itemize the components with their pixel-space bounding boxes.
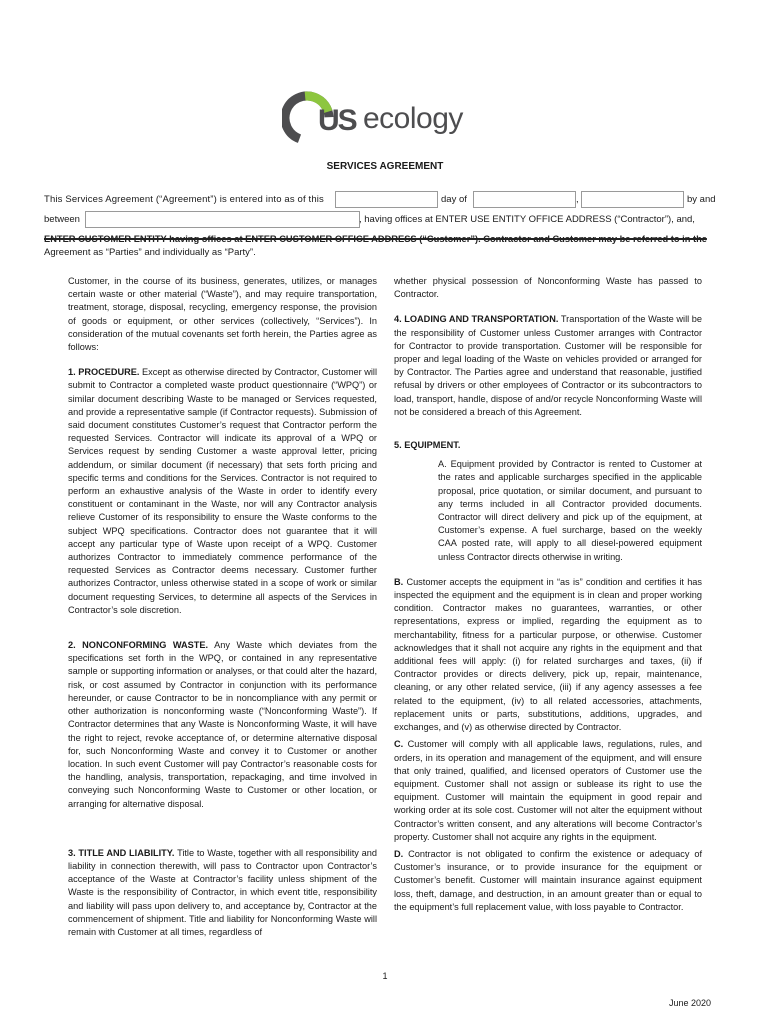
section-4 <box>394 313 702 419</box>
section-5d-body: Contractor is not obligated to confirm the existence or adequacy of Customer’s insurance, or to provide insurance for the equipment or Customer’s benefit. Customer will maintain insurance against equipment loss, theft, damage, and destruction, in an amount greater than or equal to the equipment’s full replacement value, with loss payable to Contractor. <box>394 848 702 912</box>
intro-comma: , <box>576 194 579 205</box>
section-2 <box>68 639 377 811</box>
section-2-heading: 2. NONCONFORMING WASTE. <box>68 640 209 651</box>
section-1-body: Except as otherwise directed by Contractor, Customer will submit to Contractor a completed waste product questionnaire (“WPQ”) or similar document describing Waste to be managed or Services requested, and provide a representative sample (if Contractor requests). Submission of said document constitutes Customer’s request that Contractor perform the requested Services. Contractor will indicate its approval of a WPQ or Services request by sending Customer a waste approval letter, pricing addendum, or similar document (if necessary) that sets forth pricing and specific terms and conditions for the Services. Contractor is not required to perform an exhaustive analysis of the Waste in order to identify every constituent or contaminant in the Waste, nor will any Contractor analysis relieve Customer of its responsibility to ensure the Waste conforms to the subject WPQ specifications. Contractor does not guarantee that it will accept any particular type of Waste upon receipt of a WPQ. Customer authorizes Contractor to immediately commence performance of the requested Services as Contractor deems necessary. Customer further authorizes Contractor, unless otherwise stated in a scope of work or similar document requesting Services, to determine all aspects of the Services in Contractor’s sole discretion. <box>68 367 377 615</box>
section-5c-label: C. <box>394 739 404 750</box>
section-5b <box>394 576 702 734</box>
document-title: SERVICES AGREEMENT <box>326 161 444 172</box>
section-5a <box>394 458 702 564</box>
preamble: Customer, in the course of its business, generates, utilizes, or manages certain waste or other material (“Waste”), and may require transportation, treatment, storage, disposal, recycling, emergency response, the provision of goods or equipment, or other services (collectively, “Services”). In consideration of the mutual covenants set forth herein, the Parties agree as follows: <box>68 276 377 353</box>
section-5d-label: D. <box>394 848 404 859</box>
intro-line1-a: This Services Agreement (“Agreement”) is entered into as of this <box>44 194 324 205</box>
left-column <box>68 275 377 939</box>
section-1 <box>68 366 377 617</box>
agreement-day-field[interactable] <box>335 191 438 208</box>
section-3-body: Title to Waste, together with all responsibility and liability in connection therewith, will pass to Contractor upon Contractor’s acceptance of the Waste at Contractor’s facility unless shipment of the Waste is the responsibility of Contractor, in which event title, responsibility and liability will pass upon delivery to, and acceptance by, Contractor at the commencement of shipment. Title and liability for Nonconforming Waste will remain with Customer at all times, regardless of <box>68 847 377 937</box>
page-number: 1 <box>382 971 388 981</box>
footer-date: June 2020 <box>669 998 712 1008</box>
section-4-body: Transportation of the Waste will be the responsibility of Customer unless Customer arranges with Contractor for Contractor to provide transportation. Customer will be responsible for proper and legal loading of the Waste on vehicles provided or arranged for by Contractor. The Parties agree and understand that reasonable, justified refusal by drivers or other employees of Contractor or its subcontractors to load, transport, handle, dispose of and/or recycle Nonconforming Waste will not be considered a breach of this Agreement. <box>394 314 702 417</box>
intro-line2-b: , having offices at ENTER USE ENTITY OFFICE ADDRESS (“Contractor”), and, <box>359 214 695 225</box>
section-4-heading: 4. LOADING AND TRANSPORTATION. <box>394 314 559 325</box>
section-5c-body: Customer will comply with all applicable laws, regulations, rules, and orders, in its operation and management of the equipment, and will ensure that only trained, qualified, and licensed operators of Customer use the equipment. Customer shall not assign or sublease its right to use the equipment. Customer will maintain the equipment in good repair and working order at its sole cost. Customer will not alter the equipment without Contractor’s written consent, and any alterations will become Contractor’s property. Customer shall not acquire any rights in the equipment. <box>394 739 702 842</box>
right-column <box>394 275 702 914</box>
intro-line1-b: day of <box>441 194 467 205</box>
agreement-month-field[interactable] <box>473 191 576 208</box>
logo-us-text: US <box>318 104 356 137</box>
section-5b-label: B. <box>394 576 404 587</box>
intro-line2-a: between <box>44 214 80 225</box>
logo-ecology-text: ecology <box>363 102 463 135</box>
section-3-heading: 3. TITLE AND LIABILITY. <box>68 847 175 858</box>
section-5a-label: A. <box>438 459 447 470</box>
section-5a-body: Equipment provided by Contractor is rented to Customer at the rates and applicable surcharges specified in the applicable proposal, price quotation, or similar document, and pursuant to any terms included in all Contractor provided documents. Contractor will direct delivery and pick up of the equipment, at Customer’s expense. A fuel surcharge, based on the weekly CAA posted rate, will apply to all diesel-powered equipment unless Contractor directs otherwise in writing. <box>438 459 702 562</box>
section-5-heading: 5. EQUIPMENT. <box>394 440 461 451</box>
agreement-year-field[interactable] <box>581 191 684 208</box>
section-5d <box>394 848 702 914</box>
section-1-heading: 1. PROCEDURE. <box>68 367 140 378</box>
section-3-continued: whether physical possession of Nonconforming Waste has passed to Contractor. <box>394 276 702 300</box>
intro-line3-strikethrough: ENTER CUSTOMER ENTITY having offices at ENTER CUSTOMER OFFICE ADDRESS (“Customer”). Contractor and Customer may be referred to in the <box>44 234 707 244</box>
contractor-entity-field[interactable] <box>85 211 360 228</box>
section-5b-body: Customer accepts the equipment in “as is” condition and certifies it has inspected the equipment and the equipment is in clean and proper working condition. Contractor makes no guarantees, warranties, or other representations, express or implied, regarding the equipment as to merchantability, fitness for a particular purpose, or otherwise. Customer acknowledges that it shall not acquire any rights in the equipment and that additional fees will apply: (i) for related surcharges and taxes, (ii) if Contractor provides or directs delivery, pick up, repair, maintenance, cleaning, or any other related service, (iii) if any agency assesses a fee related to the equipment, (iv) to all related accessories, attachments, replacement units or parts, substitutions, additions, upgrades, and exchanges, and (v) as otherwise directed by Contractor. <box>394 576 703 733</box>
section-5c <box>394 738 702 844</box>
section-2-body: Any Waste which deviates from the specifications set forth in the WPQ, or contained in any representative sample or supporting information or analyses, or that could alter the hazard, risk, or cost assumed by Contractor in conjunction with its performance hereunder, or cause Contractor to be in noncompliance with any permit or other authorization is nonconforming waste (“Nonconforming Waste”). If Contractor determines that any Waste is Nonconforming Waste, it will have the right to reject, revoke acceptance of, or determine alternative disposal for, such Nonconforming Waste and convey it to Customer or another location. In such event Customer will pay Contractor’s reasonable costs for the handling, analysis, transportation, repackaging, and time involved in conveying such Nonconforming Waste to Customer or other location, or arranging for alternative disposal. <box>68 640 378 809</box>
section-3 <box>68 847 377 939</box>
intro-line1-c: by and <box>687 194 716 205</box>
intro-line4: Agreement as “Parties” and individually as “Party”. <box>44 247 256 258</box>
